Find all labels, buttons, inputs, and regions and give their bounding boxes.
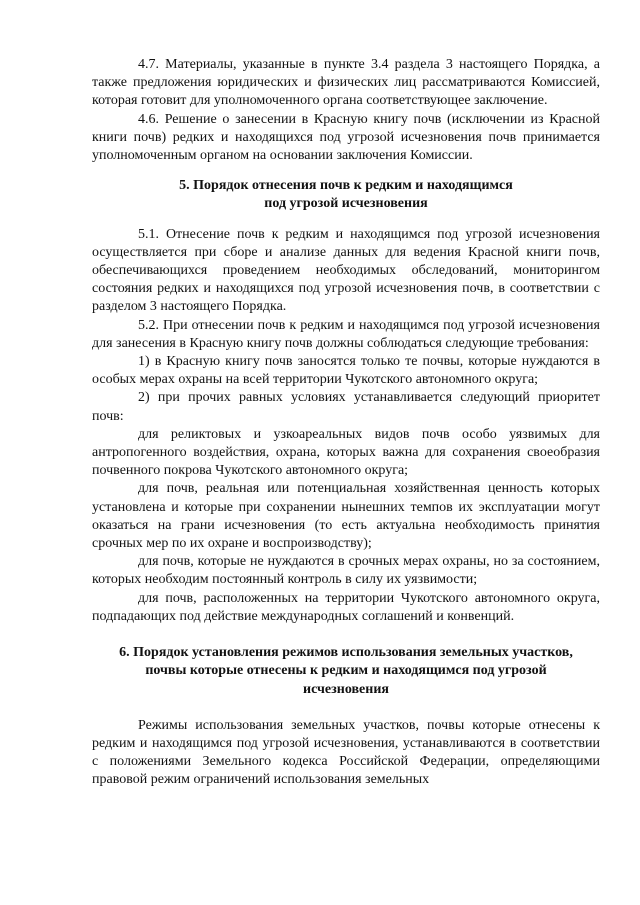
section-6-heading [92,644,600,699]
paragraph-4-7: 4.7. Материалы, указанные в пункте 3.4 раздела 3 настоящего Порядка, а также предложения юридических и физических лиц рассматриваются Комиссией, которая готовит для уполномоченного органа соответствующее заключение. [92,57,600,109]
section-5-heading-line-1: 5. Порядок отнесения почв к редким и находящимся [179,178,513,194]
paragraph-4-6: 4.6. Решение о занесении в Красную книгу почв (исключении из Красной книги почв) редких и находящихся под угрозой исчезновения почв принимается уполномоченным органом на основании заключения Комиссии. [92,111,600,164]
document-body [92,56,600,790]
section-6-heading-line-1: 6. Порядок установления режимов использования земельных участков, [119,645,573,661]
paragraph-6-regimes: Режимы использования земельных участков, почвы которые отнесены к редким и находящимся под угрозой исчезновения, устанавливаются в соответствии с положениями Земельного кодекса Российской Федерации, определяющими правовой режим ограничений использования земельных [92,717,600,788]
priority-item-monitored-soils: для почв, которые не нуждаются в срочных мерах охраны, но за состоянием, которых необходим постоянный контроль в силу их уязвимости; [92,554,600,588]
spacer [92,699,600,717]
section-6-heading-line-2: почвы которые отнесены к редким и находящимся под угрозой [145,663,547,679]
spacer [92,165,600,177]
paragraph-5-1: 5.1. Отнесение почв к редким и находящимся под угрозой исчезновения осуществляется при сборе и анализе данных для ведения Красной книги почв, обеспечивающихся проведением необходимых обследований, мониторингом состояния редких и находящихся под угрозой исчезновения почв, в соответствии с разделом 3 настоящего Порядка. [92,226,600,315]
priority-item-international-soils: для почв, расположенных на территории Чукотского автономного округа, подпадающих под действие международных соглашений и конвенций. [92,590,600,624]
list-item-requirement-2: 2) при прочих равных условиях устанавливается следующий приоритет почв: [92,390,600,424]
section-5-heading [92,177,600,213]
list-item-requirement-1: 1) в Красную книгу почв заносятся только те почвы, которые нуждаются в особых мерах охраны на всей территории Чукотского автономного округа; [92,354,600,388]
priority-item-valuable-soils: для почв, реальная или потенциальная хозяйственная ценность которых установлена и которые при сохранении нынешних темпов их эксплуатации могут оказаться на грани исчезновения (то есть актуальна необходимость принятия срочных мер по их охране и воспроизводству); [92,481,600,552]
spacer [92,214,600,226]
spacer [92,626,600,644]
paragraph-5-2: 5.2. При отнесении почв к редким и находящимся под угрозой исчезновения для занесения в Красную книгу почв должны соблюдаться следующие требования: [92,317,600,351]
priority-item-relict-soils: для реликтовых и узкоареальных видов почв особо уязвимых для антропогенного воздействия, охрана, которых важна для сохранения своеобразия почвенного покрова Чукотского автономного округа; [92,426,600,479]
section-5-heading-line-2: под угрозой исчезновения [264,196,428,212]
section-6-heading-line-3: исчезновения [303,681,389,697]
